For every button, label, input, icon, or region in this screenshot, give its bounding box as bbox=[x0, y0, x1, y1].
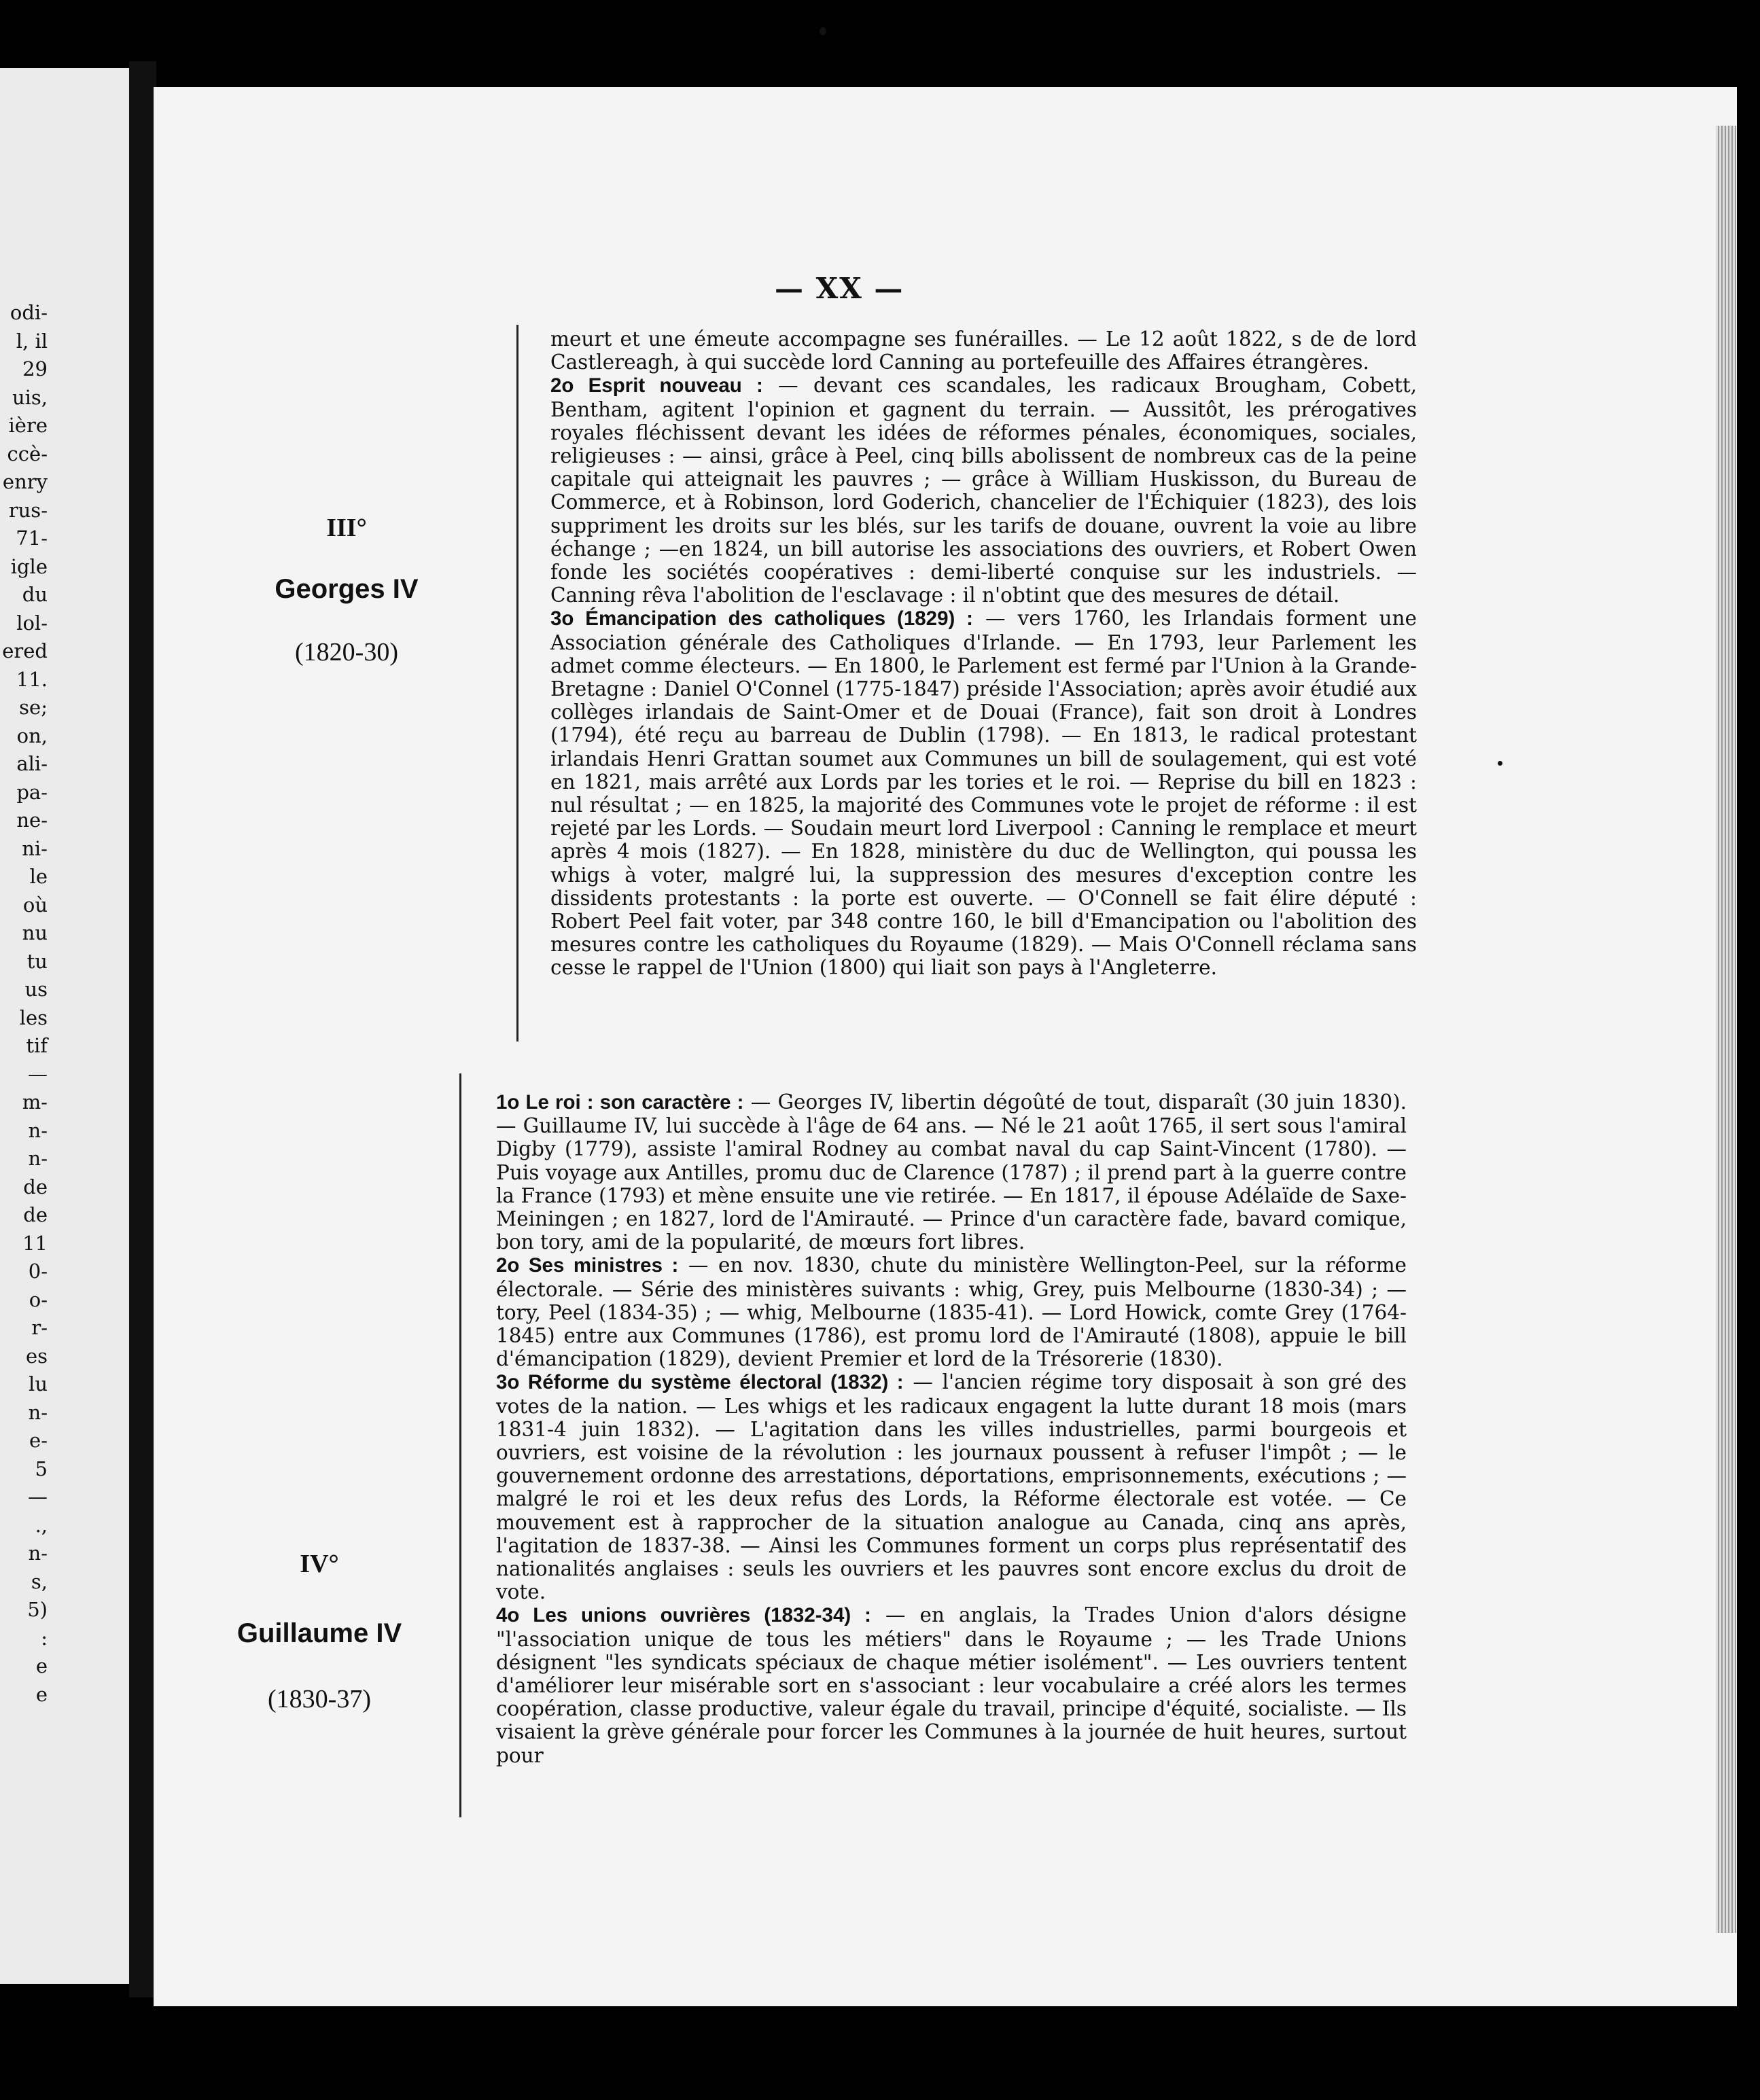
left-page-fragment: l, il bbox=[16, 329, 48, 353]
left-page-fragment: ered bbox=[2, 639, 48, 662]
left-page-fragment: 0- bbox=[28, 1260, 48, 1283]
left-page-fragment: n- bbox=[28, 1118, 48, 1142]
left-page-fragment: ni- bbox=[22, 836, 48, 860]
paragraph-esprit-nouveau: — devant ces scandales, les radicaux Brougham, Cobett, Bentham, agitent l'opinion et gagnent du terrain. — Aussitôt, les prérogatives royales fléchissent devant les idées de réformes pénales, économiques, sociales, religieuses : — ainsi, grâce à Peel, cinq bills abolissent de nombreux cas de la peine capitale qui atteignait les pauvres ; — grâce à William Huskisson, du Bureau de Commerce, et à Robinson, lord Goderich, chancelier de l'Échiquier (1823), des lois suppriment les droits sur les blés, sur les tarifs de douane, ouvrent la voie au libre échange ; —en 1824, un bill autorise les associations des ouvriers, et Robert Owen fonde les sociétés coopératives : demi-liberté conquise sur les industriels. — Canning rêva l'abolition de l'esclavage : il n'obtint que des mesures de détail. bbox=[550, 374, 1417, 607]
left-page-fragment: r- bbox=[31, 1316, 48, 1339]
left-page-fragment: on, bbox=[16, 724, 48, 747]
left-page-fragment: 11 bbox=[22, 1231, 48, 1255]
left-page-fragment: n- bbox=[28, 1147, 48, 1170]
left-page-fragment: es bbox=[25, 1344, 48, 1368]
left-page-fragment: de bbox=[23, 1203, 48, 1226]
book-gutter bbox=[129, 61, 156, 1997]
left-page-fragment: rus- bbox=[8, 498, 48, 522]
left-page-fragment: de bbox=[23, 1175, 48, 1198]
left-page-fragment: n- bbox=[28, 1400, 48, 1424]
left-page-fragment: 5 bbox=[35, 1457, 48, 1480]
left-page-fragment: le bbox=[29, 865, 48, 888]
heading-ministres: 2o Ses ministres : bbox=[496, 1254, 679, 1277]
section-numeral: IV° bbox=[300, 1550, 339, 1578]
left-page-fragment: ne- bbox=[16, 808, 48, 832]
heading-le-roi: 1o Le roi : son caractère : bbox=[496, 1091, 744, 1114]
paragraph-emancipation: — vers 1760, les Irlandais forment une Association générale des Catholiques d'Irlande. — En 1793, leur Parlement les admet comme électeurs. — En 1800, le Parlement est fermé par l'Union à la Grande-Bretagne : Daniel O'Connel (1775-1847) préside l'Association; après avoir étudié aux collèges irlandais de Saint-Omer et de Douai (France), fait son droit à Londres (1794), été reçu au barreau de Dublin (1798). — En 1813, le radical protestant irlandais Henri Grattan soumet aux Communes un bill de soulagement, qui est voté en 1821, mais arrêté aux Lords par les tories et le roi. — Reprise du bill en 1823 : nul résultat ; — en 1825, la majorité des Communes vote le projet de réforme : il est rejeté par les Lords. — Soudain meurt lord Liverpool : Canning le remplace et meurt après 4 mois (1827). — En 1828, ministère du duc de Wellington, qui poussa les whigs à voter, malgré lui, la suppression des mesures d'exception contre les dissidents protestants : la porte est ouverte. — O'Connell se fait élire député : Robert Peel fait voter, par 348 contre 160, le bill d'Emancipation ou l'abolition des mesures contre les catholiques du Royaume (1829). — Mais O'Connell réclama sans cesse le rappel de l'Union (1800) qui liait son pays à l'Angleterre. bbox=[550, 607, 1417, 980]
left-page-fragment: pa- bbox=[16, 780, 48, 804]
left-page-fragment: e- bbox=[29, 1429, 48, 1452]
left-page-fragment: : bbox=[41, 1626, 48, 1650]
dust-speck bbox=[1498, 761, 1502, 766]
georges-text bbox=[550, 327, 1417, 980]
left-page-fragment: ali- bbox=[16, 752, 48, 775]
section-dates: (1830-37) bbox=[268, 1685, 371, 1713]
left-page-fragment: tu bbox=[27, 949, 48, 973]
page-number: — XX — bbox=[775, 272, 904, 305]
left-page-fragment: 71- bbox=[16, 527, 48, 550]
left-page-fragment: où bbox=[22, 893, 48, 916]
left-page-fragment: igle bbox=[10, 554, 48, 578]
paragraph-reforme: — l'ancien régime tory disposait à son gré des votes de la nation. — Les whigs et les radicaux engagent la lutte durant 18 mois (mars 1831-4 juin 1832). — L'agitation dans les villes industrielles, parmi bourgeois et ouvriers, est voisine de la révolution : les journaux poussent à refuser l'impôt ; — le gouvernement ordonne des arrestations, déportations, emprisonnements, exécutions ; — malgré le roi et les deux refus des Lords, la Réforme électorale est votée. — Ce mouvement est à rapprocher de la situation analogue au Canada, cinq ans après, l'agitation de 1837-38. — Ainsi les Communes forment un corps plus représentatif des nationalités anglaises : seuls les ouvriers et les pauvres sont encore exclus du droit de vote. bbox=[496, 1370, 1407, 1604]
left-page-fragment: se; bbox=[19, 696, 48, 719]
left-page-fragment: e bbox=[35, 1682, 48, 1706]
paragraph-le-roi: — Georges IV, libertin dégoûté de tout, disparaît (30 juin 1830). — Guillaume IV, lui succède à l'âge de 64 ans. — Né le 21 août 1765, il sert sous l'amiral Digby (1779), assiste l'amiral Rodney au combat naval du cap Saint-Vincent (1780). — Puis voyage aux Antilles, promu duc de Clarence (1787) ; il prend part à la guerre contre la France (1793) et mène ensuite une vie retirée. — En 1817, il épouse Adélaïde de Saxe-Meiningen ; en 1827, lord de l'Amirauté. — Prince d'un caractère fade, bavard comique, bon tory, ami de la popularité, de mœurs fort libres. bbox=[496, 1090, 1407, 1254]
left-page-fragment: m- bbox=[22, 1090, 48, 1114]
left-page-fragment: odi- bbox=[10, 301, 48, 324]
georges-intro: meurt et une émeute accompagne ses funérailles. — Le 12 août 1822, s de de lord Castlereagh, à qui succède lord Canning au portefeuille des Affaires étrangères. bbox=[550, 327, 1417, 374]
left-page-fragment: n- bbox=[28, 1542, 48, 1565]
section-label-guillaume bbox=[217, 1549, 421, 1714]
paragraph-unions: — en anglais, la Trades Union d'alors désigne "l'association unique de tous les métiers" dans le Royaume ; — les Trade Unions désignent "les syndicats spéciaux de chaque métier isolément". — Les ouvriers tentent d'améliorer leur misérable sort en s'associant : leur vocabulaire a créé alors les termes coopération, classe productive, valeur égale du travail, principe d'équité, socialiste. — Ils visaient la grève générale pour forcer les Communes à la journée de huit heures, surtout pour bbox=[496, 1603, 1407, 1767]
left-page-fragment: lol- bbox=[16, 611, 48, 635]
left-page-fragment: 11. bbox=[16, 667, 48, 691]
left-page-fragment: lu bbox=[29, 1372, 48, 1395]
left-page-fragment: enry bbox=[2, 470, 48, 493]
section-dates: (1820-30) bbox=[295, 638, 398, 666]
left-page-fragment: o- bbox=[29, 1287, 48, 1311]
left-page-fragment: ., bbox=[35, 1513, 48, 1537]
section-brace bbox=[516, 325, 518, 1042]
left-page-fragment: 5) bbox=[27, 1598, 48, 1621]
left-page-fragment: us bbox=[24, 978, 48, 1001]
left-page-fragment: du bbox=[22, 583, 48, 606]
dust-speck bbox=[820, 27, 826, 35]
left-page-fragment: tif bbox=[26, 1034, 48, 1057]
left-page-fragments bbox=[0, 299, 48, 1709]
guillaume-text bbox=[496, 1090, 1407, 1767]
heading-emancipation: 3o Émancipation des catholiques (1829) : bbox=[550, 607, 973, 630]
left-page-fragment: e bbox=[35, 1654, 48, 1677]
section-brace bbox=[459, 1073, 461, 1817]
left-page-fragment: — bbox=[28, 1485, 48, 1508]
left-page-fragment: ccè- bbox=[7, 442, 48, 465]
paragraph-ministres: — en nov. 1830, chute du ministère Wellington-Peel, sur la réforme électorale. — Série des ministères suivants : whig, Grey, puis Melbourne (1830-34) ; — tory, Peel (1834-35) ; — whig, Melbourne (1835-41). — Lord Howick, comte Grey (1764-1845) entre aux Communes (1786), est promu lord de l'Amirauté (1808), appuie le bill d'émancipation (1829), devient Premier et lord de la Trésorerie (1830). bbox=[496, 1253, 1407, 1371]
section-label-georges bbox=[272, 513, 421, 667]
section-king-name: Guillaume IV bbox=[236, 1618, 402, 1648]
section-numeral: III° bbox=[326, 514, 367, 542]
page-edges bbox=[1716, 126, 1736, 1933]
left-page-fragment: — bbox=[28, 1062, 48, 1086]
left-page-fragment: ière bbox=[8, 414, 48, 437]
left-page-fragment: uis, bbox=[12, 385, 48, 409]
left-page-fragment: s, bbox=[31, 1569, 48, 1593]
heading-unions: 4o Les unions ouvrières (1832-34) : bbox=[496, 1604, 871, 1627]
left-page-fragment: les bbox=[19, 1005, 48, 1029]
left-page-fragment: nu bbox=[22, 921, 48, 944]
heading-esprit-nouveau: 2o Esprit nouveau : bbox=[550, 374, 763, 397]
left-page-fragment: 29 bbox=[22, 357, 48, 380]
section-king-name: Georges IV bbox=[275, 574, 419, 604]
heading-reforme: 3o Réforme du système électoral (1832) : bbox=[496, 1371, 904, 1394]
